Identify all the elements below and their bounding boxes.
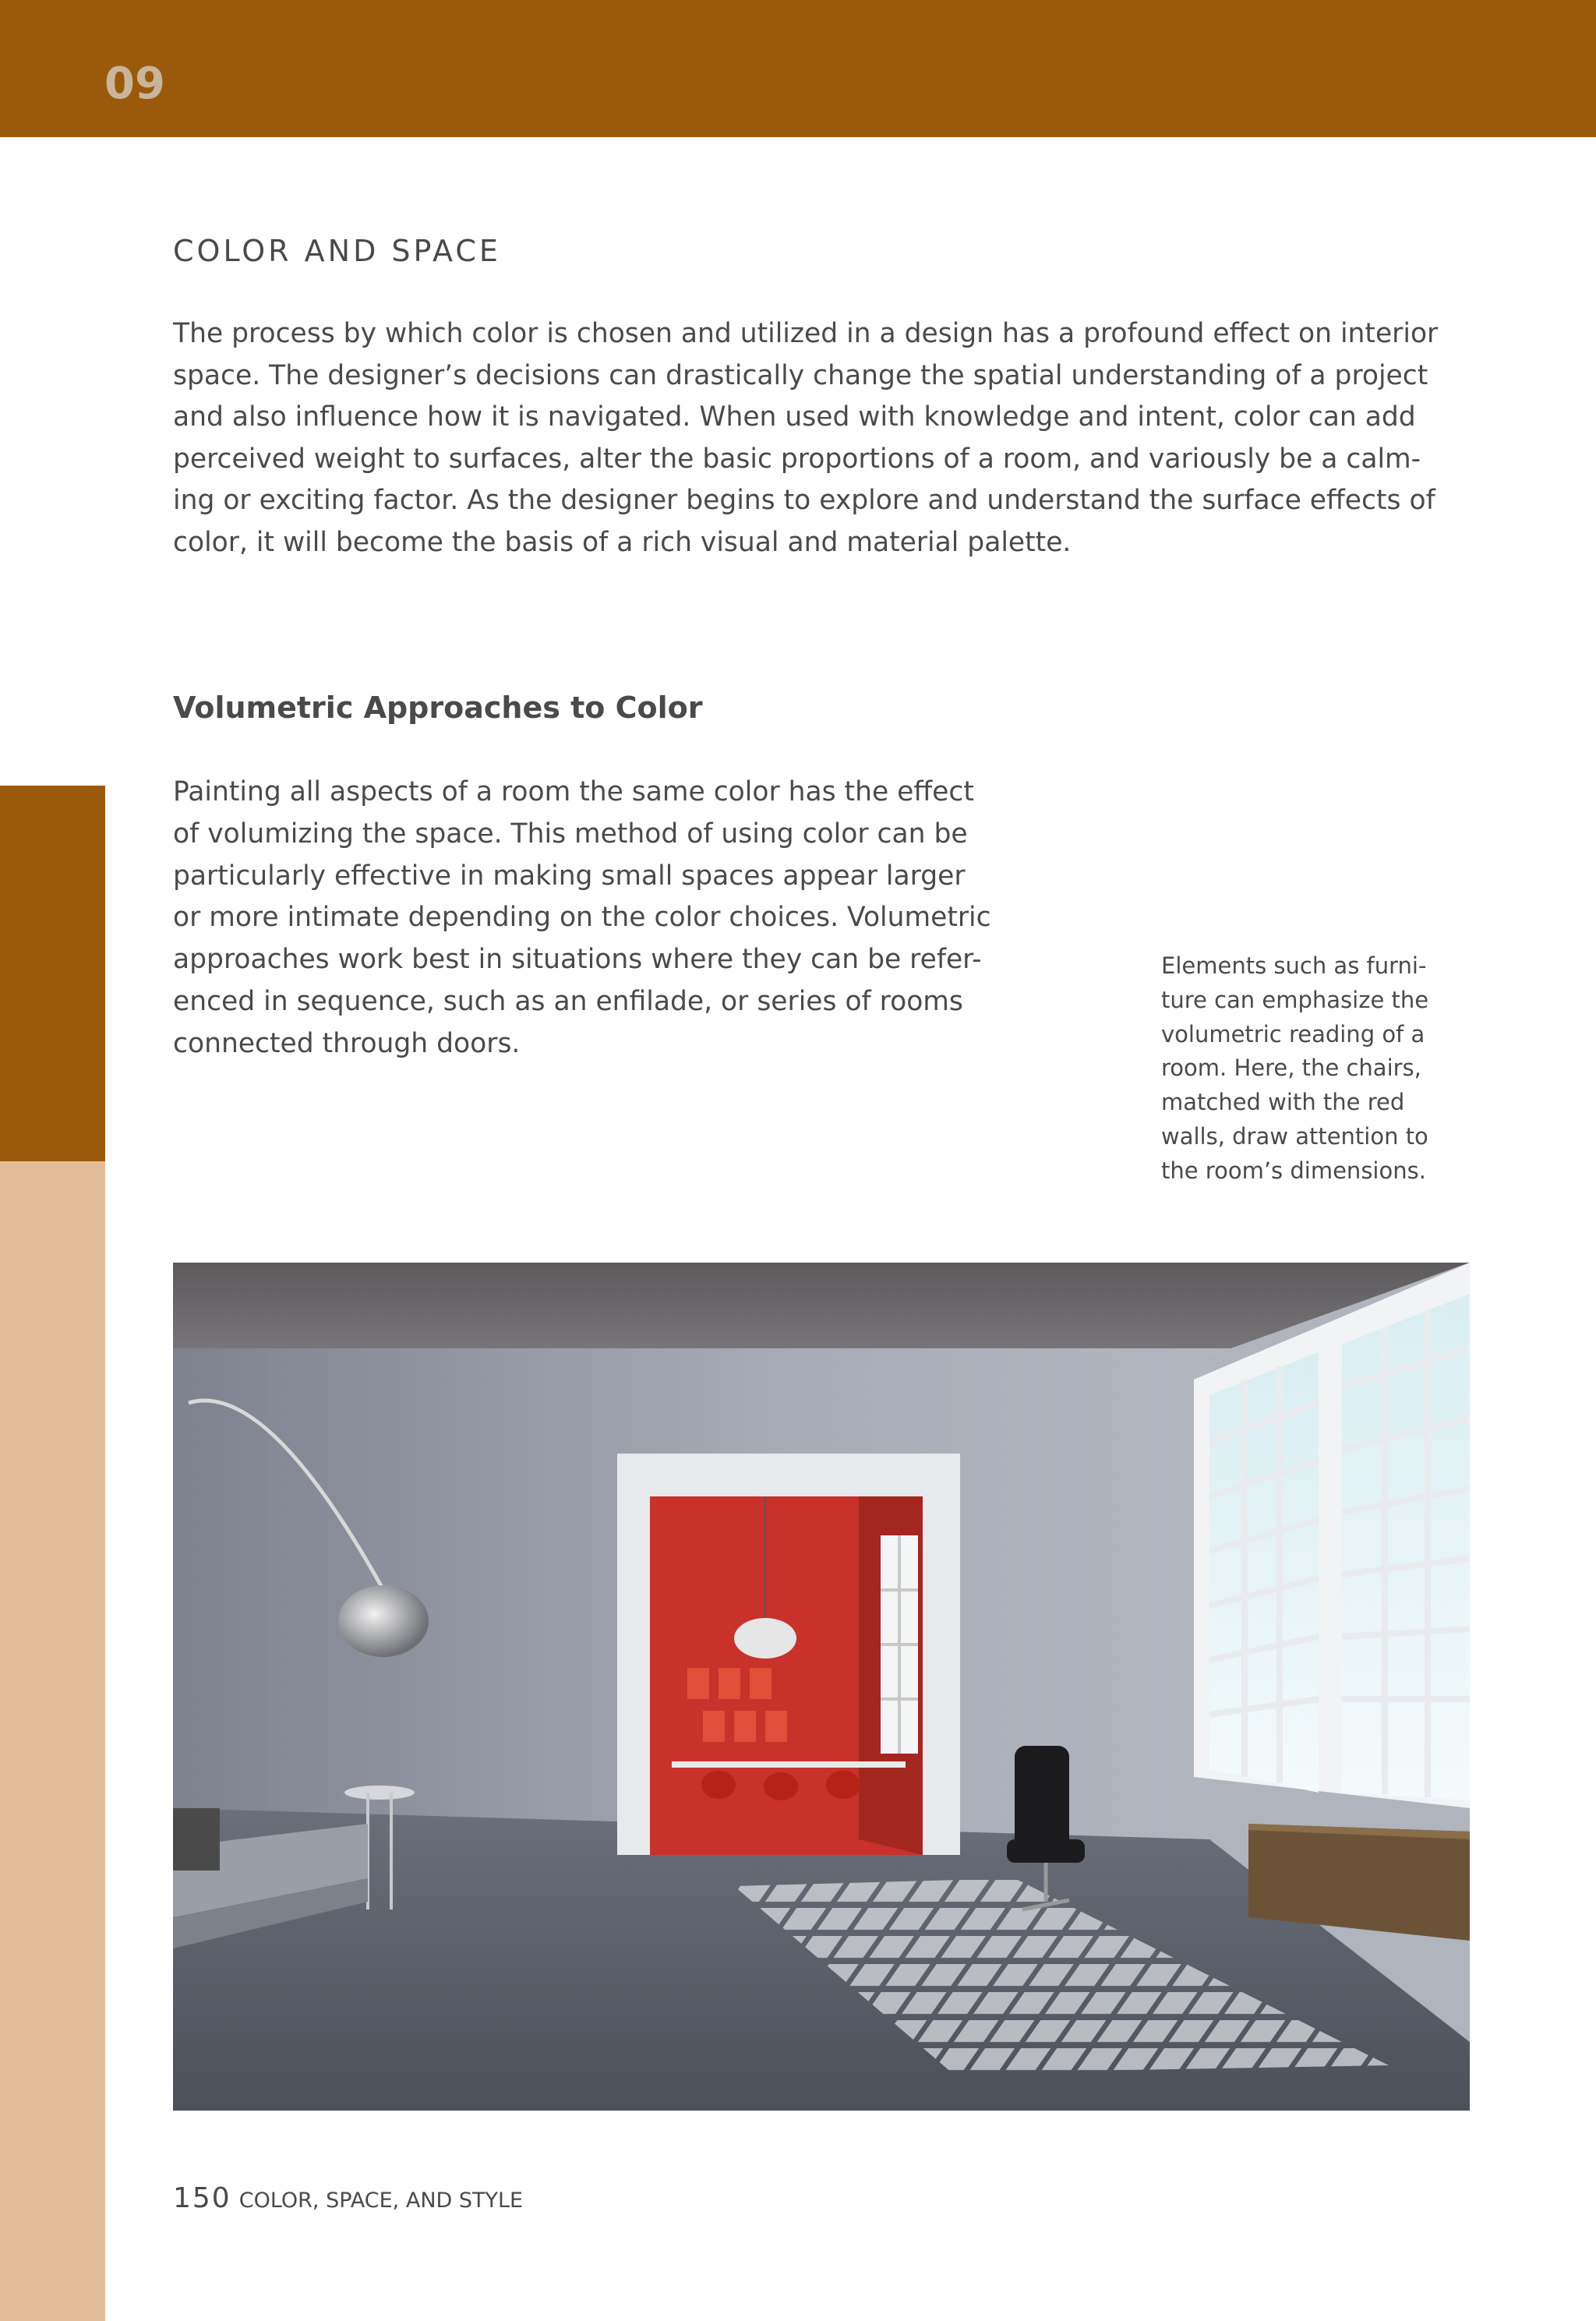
body-line: enced in sequence, such as an enfilade, or series of rooms: [173, 985, 963, 1017]
side-tab-dark: [0, 786, 105, 1161]
caption-line: room. Here, the chairs,: [1161, 1055, 1421, 1082]
intro-line: ing or exciting factor. As the designer begins to explore and understand the surface effects of: [173, 485, 1435, 516]
body-line: of volumizing the space. This method of using color can be: [173, 818, 968, 850]
page-number: 150: [173, 2182, 231, 2214]
red-chairs: [701, 1771, 860, 1800]
intro-line: and also influence how it is navigated. When used with knowledge and intent, color can add: [173, 401, 1416, 433]
chapter-number: 09: [104, 58, 165, 109]
running-head: COLOR, SPACE, AND STYLE: [238, 2189, 524, 2213]
body-line: particularly effective in making small spaces appear larger: [173, 860, 966, 892]
interior-photo: [173, 1263, 1470, 2111]
dining-table: [672, 1761, 906, 1768]
arc-lamp-shade: [338, 1585, 429, 1657]
interior-illustration: [173, 1263, 1470, 2111]
side-tab-light: [0, 1161, 105, 2321]
body-line: connected through doors.: [173, 1027, 521, 1059]
body-line: or more intimate depending on the color choices. Volumetric: [173, 902, 991, 934]
intro-line: The process by which color is chosen and utilized in a design has a profound effect on interior: [173, 318, 1439, 349]
intro-line: color, it will become the basis of a rich visual and material palette.: [173, 526, 1072, 558]
intro-paragraph: [173, 313, 1467, 563]
section-title: COLOR AND SPACE: [173, 234, 501, 268]
page-footer: [173, 2182, 523, 2214]
caption-line: volumetric reading of a: [1161, 1020, 1425, 1047]
pendant-lamp: [734, 1618, 796, 1659]
photo-caption: [1161, 949, 1473, 1189]
caption-line: walls, draw attention to: [1161, 1122, 1428, 1150]
caption-line: ture can emphasize the: [1161, 986, 1429, 1013]
side-table: [344, 1786, 415, 1800]
body-paragraph: [173, 772, 1030, 1065]
body-line: approaches work best in situations where they can be refer-: [173, 944, 982, 976]
caption-line: matched with the red: [1161, 1089, 1405, 1116]
subsection-title: Volumetric Approaches to Color: [173, 691, 703, 725]
caption-line: Elements such as furni-: [1161, 952, 1427, 979]
header-bar: [0, 0, 1596, 137]
intro-line: perceived weight to surfaces, alter the basic proportions of a room, and variously be a calm-: [173, 443, 1421, 475]
caption-line: the room’s dimensions.: [1161, 1157, 1426, 1184]
body-line: Painting all aspects of a room the same color has the effect: [173, 776, 974, 807]
intro-line: space. The designer’s decisions can drastically change the spatial understanding of a project: [173, 359, 1428, 391]
